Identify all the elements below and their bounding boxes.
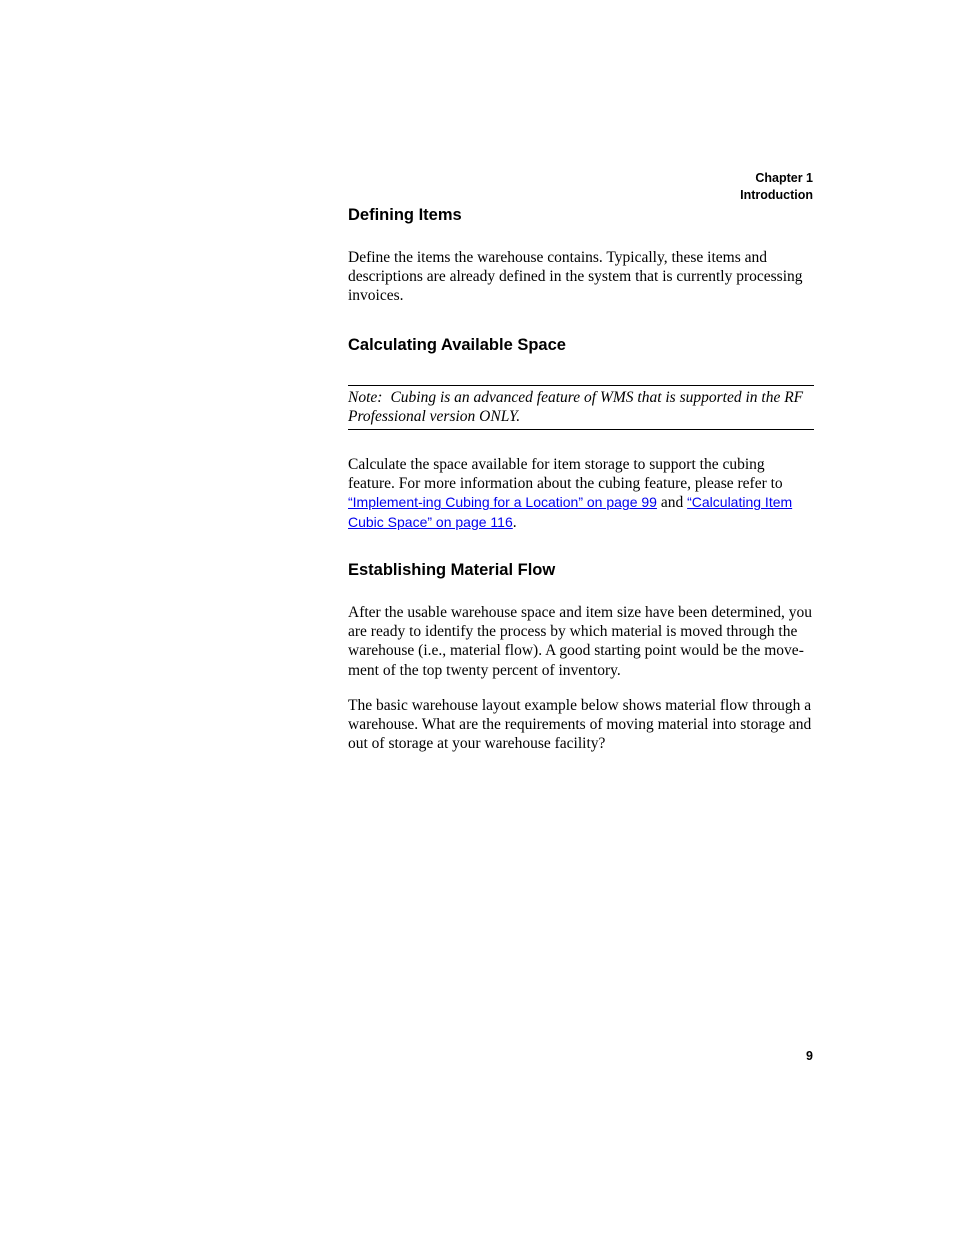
note-label: Note:: [348, 389, 383, 406]
link-implementing-cubing[interactable]: “Implement-ing Cubing for a Location” on page 99: [348, 494, 657, 511]
running-header: [740, 170, 813, 204]
link-calculating-item-cubic-space[interactable]: “Calculating Item Cubic Space” on page 116: [348, 494, 793, 530]
note-box: [348, 385, 814, 430]
chapter-title: Introduction: [740, 188, 813, 202]
material-flow-paragraph-1: After the usable warehouse space and item size have been determined, you are ready to identify the process by which material is moved through the warehouse (i.e., material flow). A good starting point would be the move-ment of the top twenty percent of inventory.: [348, 604, 812, 679]
paragraph-text-between: and: [656, 494, 688, 512]
page-number: 9: [806, 1049, 813, 1063]
paragraph-text-before: Calculate the space available for item storage to support the cubing feature. For more information about the cubing feature, please refer to: [348, 456, 783, 493]
material-flow-paragraph-2: The basic warehouse layout example below shows material flow through a warehouse. What are the requirements of moving material into storage and out of storage at your warehouse facility?: [348, 697, 812, 753]
defining-items-paragraph: Define the items the warehouse contains. Typically, these items and descriptions are already defined in the system that is currently processing invoices.: [348, 249, 803, 305]
note-text: Cubing is an advanced feature of WMS that is supported in the RF Professional version ONLY.: [348, 389, 804, 426]
section-heading-calculating-space: Calculating Available Space: [348, 336, 566, 354]
section-heading-defining-items: Defining Items: [348, 206, 462, 224]
paragraph-text-after: .: [512, 513, 517, 531]
calculating-space-paragraph: [348, 455, 814, 532]
section-heading-material-flow: Establishing Material Flow: [348, 561, 556, 579]
chapter-label: Chapter 1: [755, 171, 813, 185]
